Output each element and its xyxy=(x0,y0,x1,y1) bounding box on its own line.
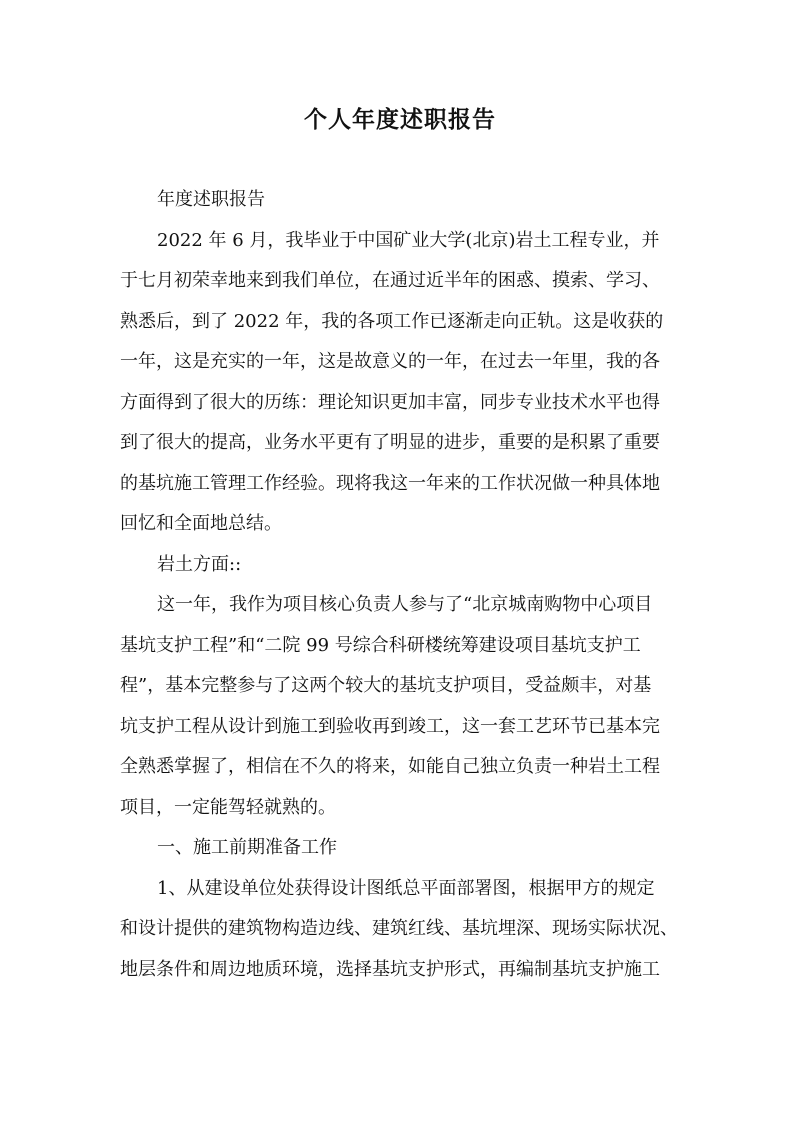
paragraph-item-1 xyxy=(120,869,685,991)
text-line: 1、从建设单位处获得设计图纸总平面部署图，根据甲方的规定 xyxy=(157,877,655,899)
paragraph-heading-annual-report xyxy=(120,180,685,221)
text-line: 一年，这是充实的一年，这是故意义的一年，在过去一年里，我的各 xyxy=(120,351,660,372)
text-line: 年度述职报告 xyxy=(157,189,265,210)
text-line: 坑支护工程从设计到施工到验收再到竣工，这一套工艺环节已基本完 xyxy=(120,715,660,737)
paragraph-section-heading xyxy=(120,828,685,869)
text-line: 回忆和全面地总结。 xyxy=(120,513,282,534)
text-line: 一、施工前期准备工作 xyxy=(157,837,337,858)
text-line: 基坑支护工程”和“二院 99 号综合科研楼统筹建设项目基坑支护工 xyxy=(120,634,641,656)
text-line: 和设计提供的建筑物构造边线、建筑红线、基坑埋深、现场实际状况、 xyxy=(120,918,678,939)
text-line: 方面得到了很大的历练：理论知识更加丰富，同步专业技术水平也得 xyxy=(120,391,660,413)
text-line: 2022 年 6 月，我毕业于中国矿业大学(北京)岩土工程专业，并 xyxy=(157,229,660,251)
text-line: 全熟悉掌握了，相信在不久的将来，如能自己独立负责一种岩土工程 xyxy=(120,756,660,777)
text-line: 熟悉后，到了 2022 年，我的各项工作已逐渐走向正轨。这是收获的 xyxy=(120,310,664,332)
paragraph-intro xyxy=(120,221,685,545)
text-line: 到了很大的提高，业务水平更有了明显的进步，重要的是积累了重要 xyxy=(120,432,660,453)
text-line: 地层条件和周边地质环境，选择基坑支护形式，再编制基坑支护施工 xyxy=(120,958,660,980)
document-title: 个人年度述职报告 xyxy=(304,106,496,133)
paragraph-heading-geotechnical xyxy=(120,545,685,586)
text-line: 程”，基本完整参与了这两个较大的基坑支护项目，受益颇丰，对基 xyxy=(120,675,652,696)
paragraph-projects xyxy=(120,585,685,828)
text-line: 项目，一定能驾轻就熟的。 xyxy=(120,796,336,818)
text-line: 的基坑施工管理工作经验。现将我这一年来的工作状况做一种具体地 xyxy=(120,472,660,494)
text-line: 这一年，我作为项目核心负责人参与了“北京城南购物中心项目 xyxy=(157,594,653,615)
document-body xyxy=(120,180,685,990)
text-line: 岩土方面:: xyxy=(157,553,242,575)
text-line: 于七月初荣幸地来到我们单位，在通过近半年的困惑、摸索、学习、 xyxy=(120,270,660,291)
